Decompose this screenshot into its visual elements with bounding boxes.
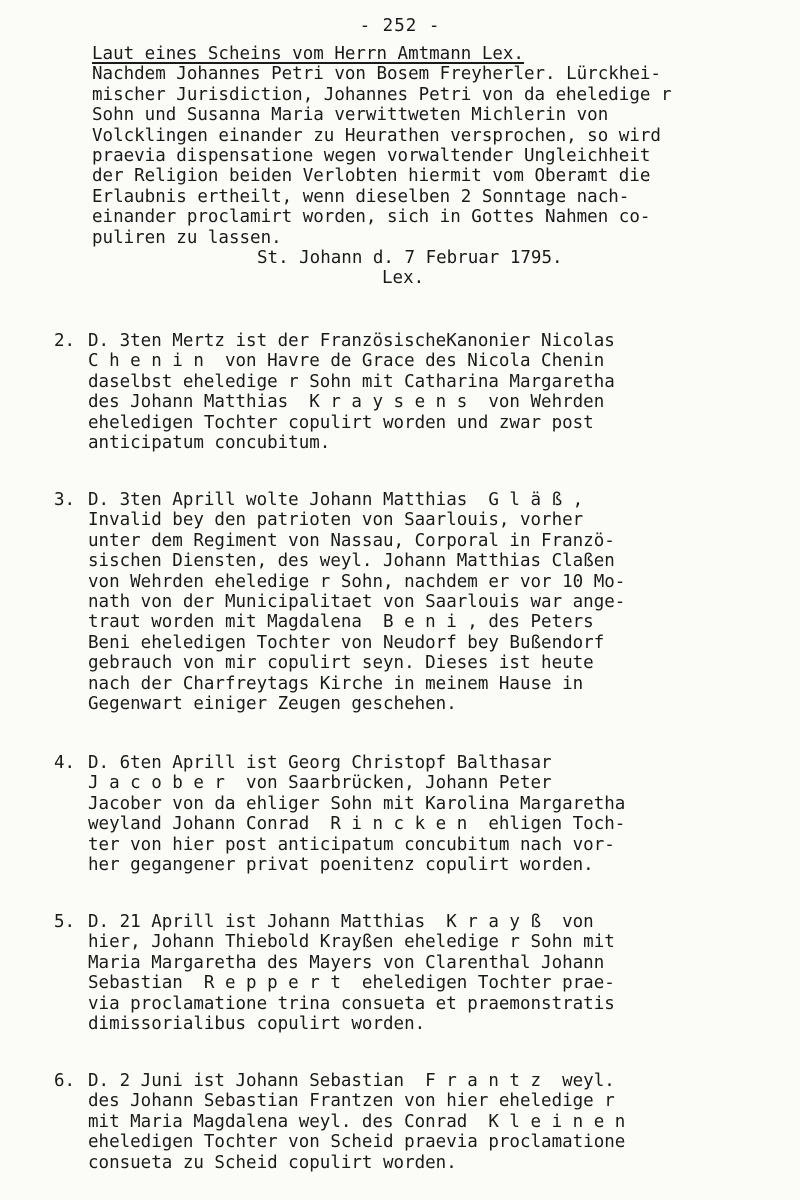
- text-line: consueta zu Scheid copulirt worden.: [88, 1152, 457, 1173]
- text-line: D. 3ten Mertz ist der FranzösischeKanonier Nicolas: [88, 331, 615, 351]
- intro-heading: Laut eines Scheins vom Herrn Amtmann Lex.: [92, 44, 524, 64]
- entry-number: 4.: [54, 753, 76, 773]
- text-line: D. 21 Aprill ist Johann Matthias K r a y ß von: [88, 912, 594, 932]
- text-line: weyland Johann Conrad R i n c k e n ehligen Toch-: [88, 814, 626, 835]
- text-line: von Wehrden eheledige r Sohn, nachdem er vor 10 Mo-: [88, 571, 626, 592]
- text-line: unter dem Regiment von Nassau, Corporal in Franzö-: [88, 530, 615, 551]
- intro-date: St. Johann d. 7 Februar 1795.: [257, 247, 563, 268]
- text-line: dimissorialibus copulirt worden.: [88, 1013, 426, 1034]
- text-line: hier, Johann Thiebold Krayßen eheledige r Sohn mit: [88, 932, 615, 953]
- text-line: Volcklingen einander zu Heurathen versprochen, so wird: [92, 125, 661, 146]
- text-line: nath von der Municipalitaet von Saarlouis war ange-: [88, 591, 626, 612]
- text-line: des Johann Sebastian Frantzen von hier eheledige r: [88, 1091, 615, 1112]
- text-line: praevia dispensatione wegen vorwaltender Ungleichheit: [92, 145, 651, 166]
- text-line: D. 3ten Aprill wolte Johann Matthias G l ä ß ,: [88, 490, 584, 510]
- text-line: einander proclamirt worden, sich in Gottes Nahmen co-: [92, 207, 651, 228]
- text-line: Jacober von da ehliger Sohn mit Karolina Margaretha: [88, 793, 626, 814]
- intro-section: [92, 44, 782, 289]
- text-line: C h e n i n von Havre de Grace des Nicola Chenin: [88, 351, 605, 372]
- text-line: sischen Diensten, des weyl. Johann Matthias Claßen: [88, 551, 615, 572]
- text-line: Maria Margaretha des Mayers von Clarenthal Johann: [88, 952, 605, 973]
- entry-number: 2.: [54, 331, 76, 351]
- entry-number: 5.: [54, 912, 76, 932]
- text-line: Erlaubnis ertheilt, wenn dieselben 2 Sonntage nach-: [92, 186, 630, 207]
- text-line: Gegenwart einiger Zeugen geschehen.: [88, 693, 457, 714]
- text-line: anticipatum concubitum.: [88, 432, 331, 453]
- text-line: Sebastian R e p p e r t eheledigen Tochter prae-: [88, 973, 615, 994]
- entry-number: 3.: [54, 490, 76, 510]
- text-line: via proclamatione trina consueta et praemonstratis: [88, 993, 615, 1014]
- text-line: ter von hier post anticipatum concubitum nach vor-: [88, 834, 615, 855]
- text-line: Nachdem Johannes Petri von Bosem Freyherler. Lürckhei-: [92, 64, 661, 85]
- text-line: J a c o b e r von Saarbrücken, Johann Peter: [88, 773, 552, 794]
- text-line: der Religion beiden Verlobten hiermit vom Oberamt die: [92, 166, 651, 187]
- text-line: D. 2 Juni ist Johann Sebastian F r a n t z weyl.: [88, 1071, 615, 1091]
- text-line: Beni eheledigen Tochter von Neudorf bey Bußendorf: [88, 632, 605, 653]
- text-line: nach der Charfreytags Kirche in meinem Hause in: [88, 673, 584, 694]
- entry-number: 6.: [54, 1071, 76, 1091]
- text-line: eheledigen Tochter von Scheid praevia proclamatione: [88, 1132, 626, 1153]
- text-line: eheledigen Tochter copulirt worden und zwar post: [88, 412, 594, 433]
- text-line: des Johann Matthias K r a y s e n s von Wehrden: [88, 392, 605, 413]
- text-line: puliren zu lassen.: [92, 227, 282, 248]
- text-line: mischer Jurisdiction, Johannes Petri von da eheledige r: [92, 84, 672, 105]
- text-line: traut worden mit Magdalena B e n i , des Peters: [88, 612, 594, 633]
- text-line: gebrauch von mir copulirt seyn. Dieses ist heute: [88, 653, 594, 674]
- text-line: mit Maria Magdalena weyl. des Conrad K l e i n e n: [88, 1111, 626, 1132]
- intro-signature: Lex.: [382, 268, 425, 289]
- text-line: D. 6ten Aprill ist Georg Christopf Balthasar: [88, 753, 552, 773]
- text-line: Sohn und Susanna Maria verwittweten Michlerin von: [92, 105, 609, 126]
- text-line: Invalid bey den patrioten von Saarlouis, vorher: [88, 510, 584, 531]
- text-line: daselbst eheledige r Sohn mit Catharina Margaretha: [88, 371, 615, 392]
- page-number: - 252 -: [359, 16, 441, 36]
- text-line: her gegangener privat poenitenz copulirt worden.: [88, 854, 594, 875]
